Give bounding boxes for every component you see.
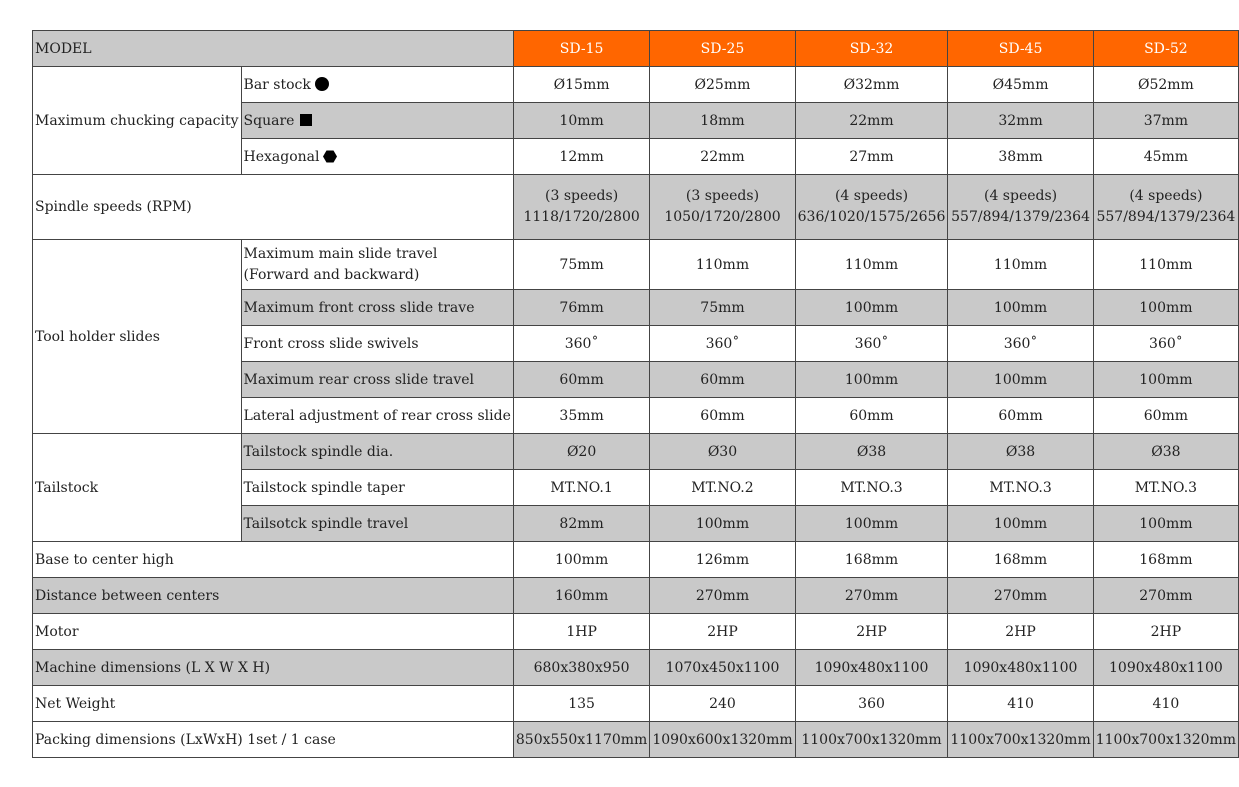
cell: 18mm <box>650 103 795 139</box>
row-label: Net Weight <box>33 686 514 722</box>
table-row-machine-dims <box>33 650 1239 686</box>
cell: 100mm <box>650 506 795 542</box>
cell: 27mm <box>795 139 948 175</box>
cell: 38mm <box>948 139 1093 175</box>
row-label: Maximum rear cross slide travel <box>241 362 513 398</box>
cell: 168mm <box>948 542 1093 578</box>
cell: Ø20 <box>513 434 649 470</box>
cell: 60mm <box>650 398 795 434</box>
table-row-motor <box>33 614 1239 650</box>
cell: 100mm <box>1093 506 1238 542</box>
cell: 100mm <box>795 362 948 398</box>
cell: Ø30 <box>650 434 795 470</box>
cell: 126mm <box>650 542 795 578</box>
row-label: Packing dimensions (LxWxH) 1set / 1 case <box>33 722 514 758</box>
cell: 75mm <box>513 240 649 290</box>
group-chucking: Maximum chucking capacity <box>33 67 242 175</box>
group-tailstock: Tailstock <box>33 434 242 542</box>
cell: 270mm <box>948 578 1093 614</box>
row-label: Square <box>241 103 513 139</box>
row-label: Maximum main slide travel (Forward and backward) <box>241 240 513 290</box>
cell: 35mm <box>513 398 649 434</box>
row-label: Maximum front cross slide trave <box>241 290 513 326</box>
model-sd25: SD-25 <box>650 31 795 67</box>
cell: 135 <box>513 686 649 722</box>
cell: 110mm <box>1093 240 1238 290</box>
group-tool-holder: Tool holder slides <box>33 240 242 434</box>
cell: (4 speeds) 557/894/1379/2364 <box>1093 175 1238 240</box>
cell: 22mm <box>650 139 795 175</box>
cell: 100mm <box>795 290 948 326</box>
cell: 1100x700x1320mm <box>795 722 948 758</box>
cell: (4 speeds) 557/894/1379/2364 <box>948 175 1093 240</box>
cell: Ø45mm <box>948 67 1093 103</box>
cell: 100mm <box>1093 362 1238 398</box>
model-sd32: SD-32 <box>795 31 948 67</box>
cell: 1070x450x1100 <box>650 650 795 686</box>
cell: MT.NO.3 <box>795 470 948 506</box>
cell: Ø38 <box>948 434 1093 470</box>
cell: 10mm <box>513 103 649 139</box>
table-row-main-slide <box>33 240 1239 290</box>
row-label: Bar stock <box>241 67 513 103</box>
model-sd52: SD-52 <box>1093 31 1238 67</box>
cell: 360˚ <box>948 326 1093 362</box>
cell: 850x550x1170mm <box>513 722 649 758</box>
cell: 2HP <box>650 614 795 650</box>
cell: 168mm <box>795 542 948 578</box>
cell: 60mm <box>1093 398 1238 434</box>
cell: 60mm <box>948 398 1093 434</box>
cell: 100mm <box>1093 290 1238 326</box>
cell: 410 <box>1093 686 1238 722</box>
cell: Ø38 <box>1093 434 1238 470</box>
cell: 168mm <box>1093 542 1238 578</box>
cell: 12mm <box>513 139 649 175</box>
cell: 1100x700x1320mm <box>948 722 1093 758</box>
table-row-packing-dims <box>33 722 1239 758</box>
cell: 60mm <box>795 398 948 434</box>
cell: (3 speeds) 1050/1720/2800 <box>650 175 795 240</box>
row-label: Machine dimensions (L X W X H) <box>33 650 514 686</box>
cell: 75mm <box>650 290 795 326</box>
header-row <box>33 31 1239 67</box>
square-icon <box>300 114 312 126</box>
cell: MT.NO.2 <box>650 470 795 506</box>
cell: 240 <box>650 686 795 722</box>
cell: 60mm <box>650 362 795 398</box>
cell: 76mm <box>513 290 649 326</box>
model-label: MODEL <box>33 31 514 67</box>
cell: 100mm <box>948 290 1093 326</box>
cell: 2HP <box>948 614 1093 650</box>
row-label: Base to center high <box>33 542 514 578</box>
table-row-tailstock-dia <box>33 434 1239 470</box>
row-label: Front cross slide swivels <box>241 326 513 362</box>
cell: 680x380x950 <box>513 650 649 686</box>
table-row-bar-stock <box>33 67 1239 103</box>
cell: 360˚ <box>1093 326 1238 362</box>
spec-table <box>32 30 1239 758</box>
table-row-net-weight <box>33 686 1239 722</box>
model-sd15: SD-15 <box>513 31 649 67</box>
row-label: Distance between centers <box>33 578 514 614</box>
cell: (3 speeds) 1118/1720/2800 <box>513 175 649 240</box>
cell: MT.NO.3 <box>1093 470 1238 506</box>
cell: 2HP <box>1093 614 1238 650</box>
row-label: Hexagonal <box>241 139 513 175</box>
cell: 100mm <box>513 542 649 578</box>
cell: 360˚ <box>650 326 795 362</box>
cell: (4 speeds) 636/1020/1575/2656 <box>795 175 948 240</box>
cell: 360˚ <box>513 326 649 362</box>
cell: 270mm <box>1093 578 1238 614</box>
cell: 82mm <box>513 506 649 542</box>
cell: 37mm <box>1093 103 1238 139</box>
cell: 1HP <box>513 614 649 650</box>
cell: 1090x480x1100 <box>948 650 1093 686</box>
cell: 160mm <box>513 578 649 614</box>
cell: 60mm <box>513 362 649 398</box>
cell: 1090x480x1100 <box>795 650 948 686</box>
cell: 360 <box>795 686 948 722</box>
cell: 32mm <box>948 103 1093 139</box>
cell: 110mm <box>795 240 948 290</box>
cell: 100mm <box>948 362 1093 398</box>
cell: 410 <box>948 686 1093 722</box>
cell: 1090x600x1320mm <box>650 722 795 758</box>
hexagon-icon <box>323 150 337 163</box>
cell: 110mm <box>948 240 1093 290</box>
cell: 22mm <box>795 103 948 139</box>
cell: 100mm <box>795 506 948 542</box>
cell: 2HP <box>795 614 948 650</box>
cell: Ø52mm <box>1093 67 1238 103</box>
cell: 45mm <box>1093 139 1238 175</box>
circle-icon <box>315 77 329 91</box>
cell: Ø25mm <box>650 67 795 103</box>
cell: Ø32mm <box>795 67 948 103</box>
cell: 360˚ <box>795 326 948 362</box>
row-label: Tailstock spindle dia. <box>241 434 513 470</box>
cell: 270mm <box>650 578 795 614</box>
row-label: Motor <box>33 614 514 650</box>
cell: 1100x700x1320mm <box>1093 722 1238 758</box>
cell: 100mm <box>948 506 1093 542</box>
cell: Ø38 <box>795 434 948 470</box>
cell: MT.NO.3 <box>948 470 1093 506</box>
table-row-distance-centers <box>33 578 1239 614</box>
row-label: Lateral adjustment of rear cross slide <box>241 398 513 434</box>
row-label: Spindle speeds (RPM) <box>33 175 514 240</box>
table-row-spindle-speeds <box>33 175 1239 240</box>
cell: 270mm <box>795 578 948 614</box>
cell: 1090x480x1100 <box>1093 650 1238 686</box>
cell: Ø15mm <box>513 67 649 103</box>
cell: 110mm <box>650 240 795 290</box>
row-label: Tailsotck spindle travel <box>241 506 513 542</box>
cell: MT.NO.1 <box>513 470 649 506</box>
row-label: Tailstock spindle taper <box>241 470 513 506</box>
model-sd45: SD-45 <box>948 31 1093 67</box>
table-row-base-center <box>33 542 1239 578</box>
